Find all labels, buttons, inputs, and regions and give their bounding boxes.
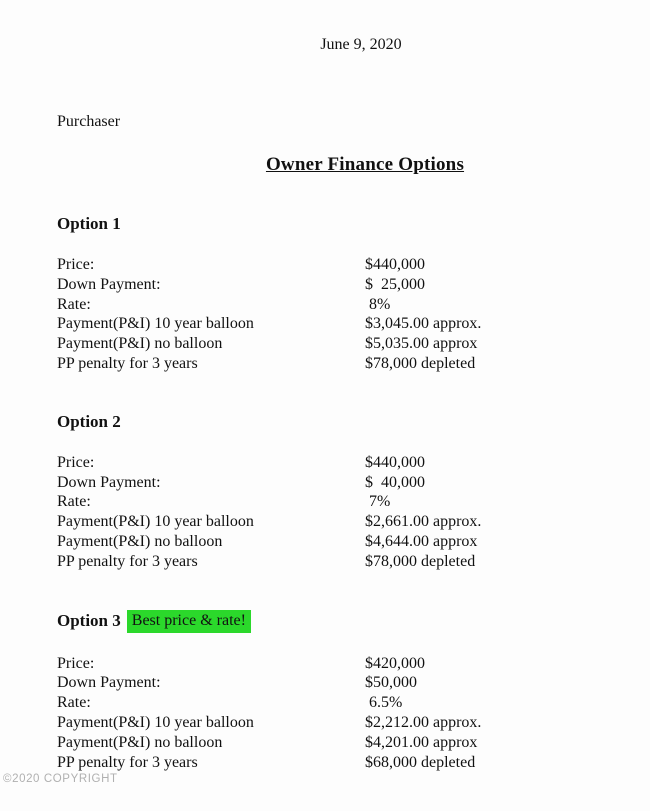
table-row: [57, 255, 650, 275]
row-value: 6.5%: [365, 694, 403, 712]
table-row: [57, 753, 650, 773]
row-label: Rate:: [57, 694, 91, 712]
table-row: [57, 532, 650, 552]
table-row: [57, 473, 650, 493]
row-label: Down Payment:: [57, 275, 161, 293]
table-row: [57, 693, 650, 713]
row-label: PP penalty for 3 years: [57, 552, 198, 570]
row-value: 7%: [365, 493, 391, 511]
row-value: $440,000: [365, 453, 425, 471]
row-value: $4,644.00 approx: [365, 532, 478, 550]
row-label: Rate:: [57, 493, 91, 511]
row-label: Price:: [57, 256, 95, 273]
document-date: June 9, 2020: [320, 36, 402, 53]
row-value: $420,000: [365, 654, 425, 672]
option-section-1: [0, 214, 650, 374]
table-row: [57, 334, 650, 354]
table-row: [57, 314, 650, 334]
row-label: Payment(P&I) 10 year balloon: [57, 315, 254, 333]
row-value: $3,045.00 approx.: [365, 315, 482, 333]
row-label: PP penalty for 3 years: [57, 354, 198, 372]
row-value: $50,000: [365, 674, 417, 692]
table-row: [57, 492, 650, 512]
table-row: [57, 453, 650, 473]
table-row: [57, 354, 650, 374]
table-row: [57, 713, 650, 733]
row-label: Payment(P&I) no balloon: [57, 733, 223, 751]
option-3-heading-label: Option 3: [57, 610, 121, 630]
row-value: $2,661.00 approx.: [365, 513, 482, 531]
table-row: [57, 733, 650, 753]
table-row: [57, 552, 650, 572]
table-row: [57, 295, 650, 315]
table-row: [57, 275, 650, 295]
option-2-heading: [57, 412, 650, 432]
row-value: $68,000 depleted: [365, 753, 476, 771]
row-label: Payment(P&I) no balloon: [57, 532, 223, 550]
table-row: [57, 512, 650, 532]
copyright-watermark: ©2020 COPYRIGHT: [3, 773, 118, 785]
row-label: Down Payment:: [57, 674, 161, 692]
row-value: $5,035.00 approx: [365, 335, 478, 353]
row-value: 8%: [365, 295, 391, 313]
row-label: Price:: [57, 654, 95, 672]
option-section-2: [0, 412, 650, 572]
row-value: $ 25,000: [365, 275, 425, 293]
option-3-heading: [57, 610, 650, 633]
table-row: [57, 654, 650, 674]
option-3-rows: [0, 654, 650, 773]
best-price-highlight-badge: Best price & rate!: [127, 610, 251, 633]
table-row: [57, 673, 650, 693]
row-value: $440,000: [365, 256, 425, 273]
option-1-rows: [0, 255, 650, 374]
row-value: $2,212.00 approx.: [365, 713, 482, 731]
option-1-heading-label: Option 1: [57, 214, 121, 233]
option-section-3: [0, 610, 650, 773]
row-label: Payment(P&I) 10 year balloon: [57, 713, 254, 731]
row-label: Down Payment:: [57, 473, 161, 491]
option-2-heading-label: Option 2: [57, 411, 121, 431]
option-1-heading: [57, 214, 650, 234]
row-label: Rate:: [57, 295, 91, 313]
addressee: Purchaser: [57, 113, 121, 130]
row-value: $78,000 depleted: [365, 354, 476, 372]
row-value: $78,000 depleted: [365, 552, 476, 570]
row-label: Payment(P&I) no balloon: [57, 335, 223, 353]
row-label: Payment(P&I) 10 year balloon: [57, 513, 254, 531]
option-2-rows: [0, 453, 650, 572]
row-label: PP penalty for 3 years: [57, 753, 198, 771]
row-label: Price:: [57, 453, 95, 471]
row-value: $4,201.00 approx: [365, 733, 478, 751]
document-title: Owner Finance Options: [265, 154, 465, 175]
row-value: $ 40,000: [365, 473, 425, 491]
